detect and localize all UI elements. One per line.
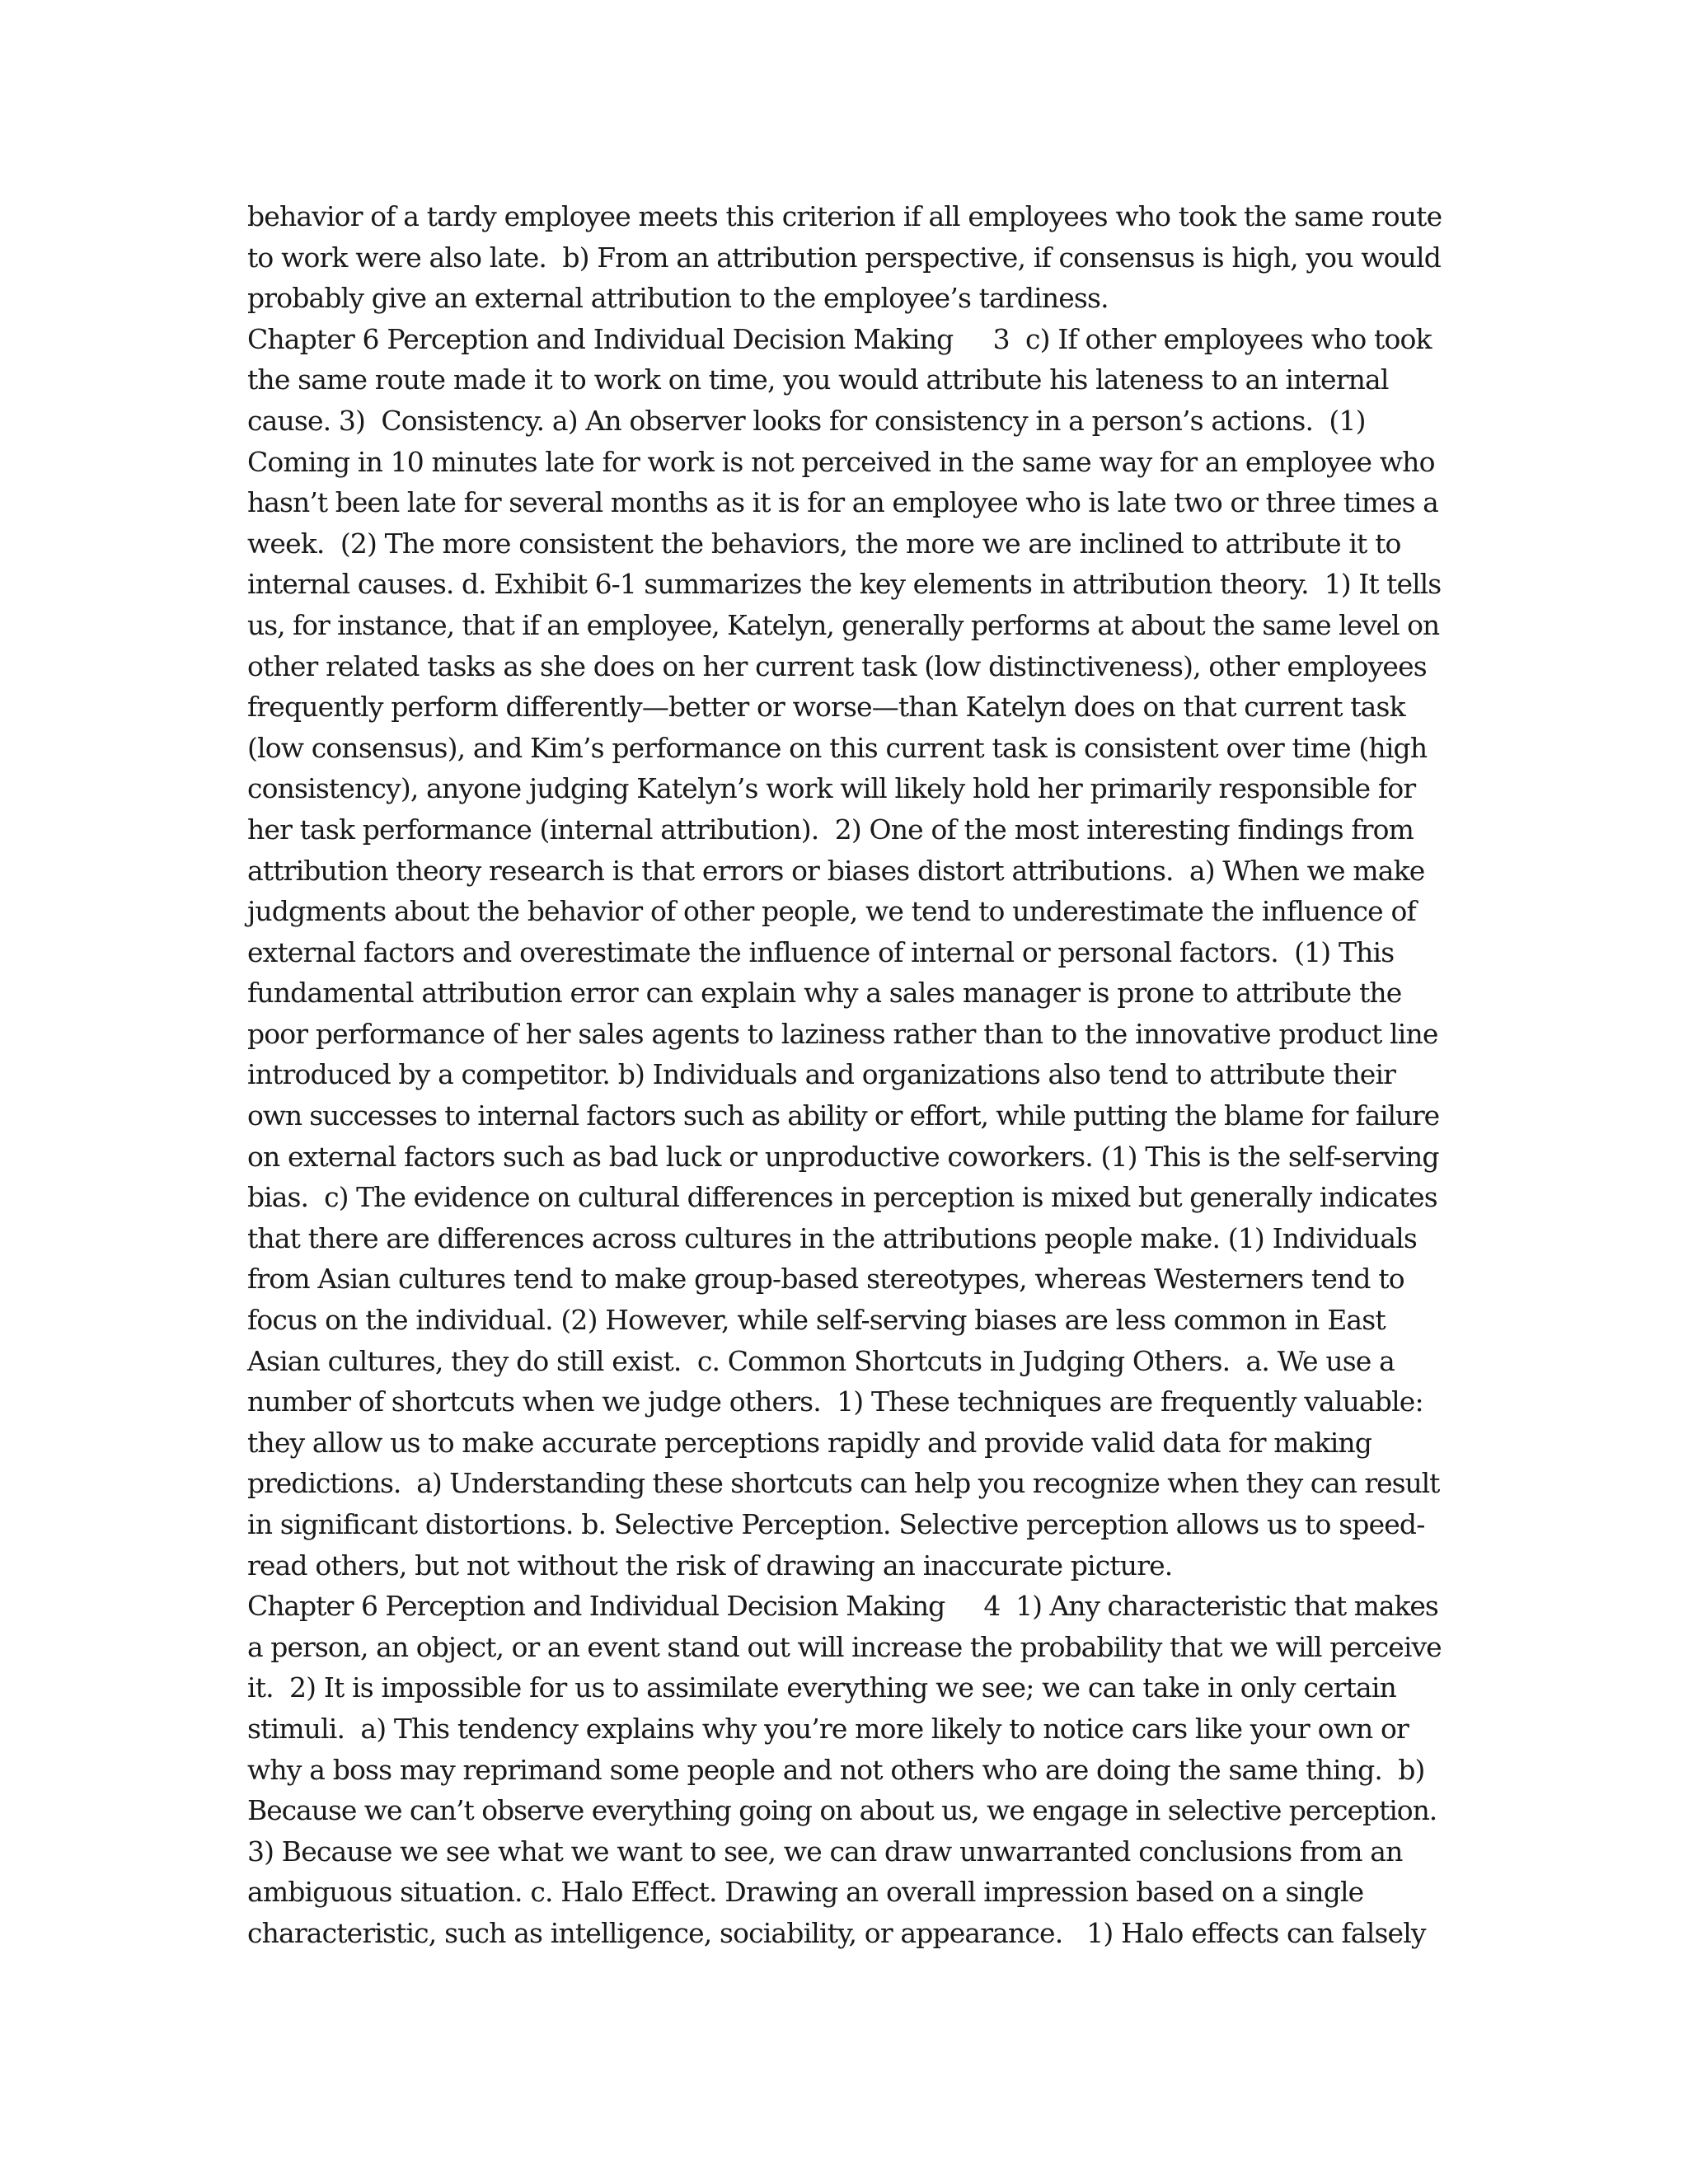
- text-line: bias. c) The evidence on cultural differences in perception is mixed but generally indicates: [247, 1181, 1437, 1214]
- text-line: frequently perform differently—better or worse—than Katelyn does on that current task: [247, 691, 1405, 724]
- text-line: us, for instance, that if an employee, Katelyn, generally performs at about the same level on: [247, 608, 1440, 641]
- text-line: a person, an object, or an event stand out will increase the probability that we will perceive: [247, 1630, 1442, 1663]
- text-line: stimuli. a) This tendency explains why you’re more likely to notice cars like your own or: [247, 1712, 1409, 1745]
- text-line: week. (2) The more consistent the behaviors, the more we are inclined to attribute it to: [247, 527, 1401, 560]
- text-line: it. 2) It is impossible for us to assimilate everything we see; we can take in only certain: [247, 1671, 1396, 1704]
- text-line: fundamental attribution error can explain why a sales manager is prone to attribute the: [247, 977, 1402, 1010]
- text-line: (low consensus), and Kim’s performance on this current task is consistent over time (high: [247, 731, 1428, 764]
- text-line: from Asian cultures tend to make group-based stereotypes, whereas Westerners tend to: [247, 1263, 1404, 1296]
- text-line: poor performance of her sales agents to laziness rather than to the innovative product line: [247, 1017, 1438, 1050]
- text-line: ambiguous situation. c. Halo Effect. Drawing an overall impression based on a single: [247, 1876, 1364, 1909]
- text-line: consistency), anyone judging Katelyn’s work will likely hold her primarily responsible for: [247, 772, 1416, 805]
- text-line: 3) Because we see what we want to see, we can draw unwarranted conclusions from an: [247, 1835, 1403, 1868]
- text-line: external factors and overestimate the influence of internal or personal factors. (1) This: [247, 935, 1395, 968]
- text-line: that there are differences across cultures in the attributions people make. (1) Individuals: [247, 1221, 1417, 1254]
- text-line: focus on the individual. (2) However, while self-serving biases are less common in East: [247, 1304, 1386, 1337]
- text-line: internal causes. d. Exhibit 6-1 summarizes the key elements in attribution theory. 1) It tells: [247, 568, 1442, 601]
- text-line: predictions. a) Understanding these shortcuts can help you recognize when they can result: [247, 1467, 1440, 1500]
- running-header-line: Chapter 6 Perception and Individual Decision Making 4 1) Any characteristic that makes: [247, 1590, 1438, 1623]
- text-line: Because we can’t observe everything going on about us, we engage in selective perception.: [247, 1794, 1437, 1827]
- text-line: characteristic, such as intelligence, sociability, or appearance. 1) Halo effects can falsely: [247, 1916, 1426, 1949]
- text-line: other related tasks as she does on her current task (low distinctiveness), other employees: [247, 649, 1427, 682]
- text-line: why a boss may reprimand some people and not others who are doing the same thing. b): [247, 1753, 1425, 1786]
- text-line: cause. 3) Consistency. a) An observer looks for consistency in a person’s actions. (1): [247, 404, 1366, 437]
- text-line: hasn’t been late for several months as it is for an employee who is late two or three times a: [247, 486, 1438, 519]
- text-line: behavior of a tardy employee meets this criterion if all employees who took the same route: [247, 200, 1442, 232]
- text-line: Asian cultures, they do still exist. c. Common Shortcuts in Judging Others. a. We use a: [247, 1344, 1395, 1377]
- text-line: judgments about the behavior of other people, we tend to underestimate the influence of: [247, 895, 1416, 928]
- body-text: [247, 196, 1442, 1954]
- text-line: the same route made it to work on time, you would attribute his lateness to an internal: [247, 363, 1389, 396]
- text-line: own successes to internal factors such as ability or effort, while putting the blame for failure: [247, 1099, 1440, 1132]
- text-line: her task performance (internal attribution). 2) One of the most interesting findings from: [247, 813, 1414, 846]
- text-line: read others, but not without the risk of drawing an inaccurate picture.: [247, 1549, 1173, 1582]
- text-line: they allow us to make accurate perceptions rapidly and provide valid data for making: [247, 1426, 1372, 1459]
- text-line: to work were also late. b) From an attribution perspective, if consensus is high, you would: [247, 241, 1442, 274]
- running-header-line: Chapter 6 Perception and Individual Decision Making 3 c) If other employees who took: [247, 322, 1432, 355]
- text-line: attribution theory research is that errors or biases distort attributions. a) When we make: [247, 854, 1425, 887]
- text-line: probably give an external attribution to the employee’s tardiness.: [247, 282, 1109, 315]
- text-line: in significant distortions. b. Selective Perception. Selective perception allows us to speed-: [247, 1508, 1425, 1540]
- text-line: number of shortcuts when we judge others. 1) These techniques are frequently valuable:: [247, 1385, 1423, 1418]
- text-line: introduced by a competitor. b) Individuals and organizations also tend to attribute their: [247, 1058, 1396, 1091]
- text-line: on external factors such as bad luck or unproductive coworkers. (1) This is the self-serving: [247, 1140, 1439, 1173]
- text-line: Coming in 10 minutes late for work is not perceived in the same way for an employee who: [247, 445, 1435, 478]
